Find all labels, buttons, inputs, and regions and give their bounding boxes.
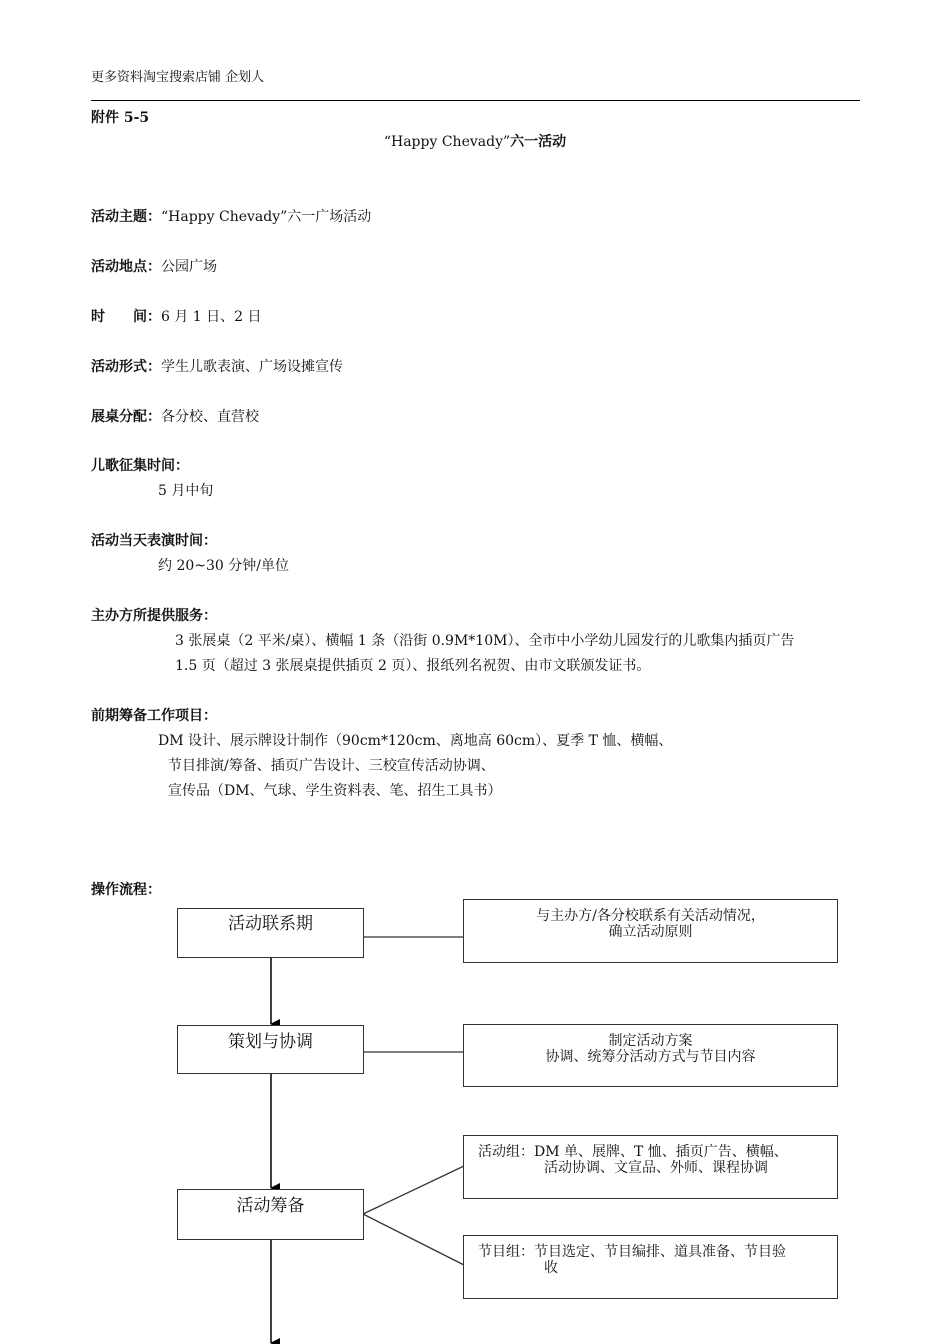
note-line: 活动协调、文宣品、外师、课程协调 xyxy=(544,1160,768,1176)
prep-line-3: 宣传品（DM、气球、学生资料表、笔、招生工具书） xyxy=(168,783,502,799)
title-bold: 六一活动 xyxy=(510,134,567,150)
services-heading: 主办方所提供服务： xyxy=(91,608,217,624)
flow-note-planning xyxy=(463,1024,838,1087)
field-value: 学生儿歌表演、广场设摊宣传 xyxy=(161,359,343,375)
perform-time-heading: 活动当天表演时间： xyxy=(91,533,217,549)
field-label: 活动主题： xyxy=(91,209,161,225)
note-line: 节目组：节目选定、节目编排、道具准备、节目验 xyxy=(478,1244,786,1260)
field-label: 活动地点： xyxy=(91,259,161,275)
note-line: 活动组：DM 单、展牌、T 恤、插页广告、横幅、 xyxy=(478,1144,788,1160)
note-line: 协调、统筹分活动方式与节目内容 xyxy=(545,1049,756,1065)
services-line-1: 3 张展桌（2 平米/桌）、横幅 1 条（沿街 0.9M*10M）、全市中小学幼儿园发行的儿歌集内插页广告 xyxy=(175,633,795,649)
field-label: 时 间： xyxy=(91,309,161,325)
flow-step-label: 活动联系期 xyxy=(228,914,313,934)
flow-step-planning xyxy=(177,1025,364,1074)
connector-step3-note-a xyxy=(363,1166,464,1214)
collect-time-text: 5 月中旬 xyxy=(158,483,214,499)
flow-step-contact xyxy=(177,908,364,958)
flow-heading: 操作流程： xyxy=(91,882,161,898)
field-value: “Happy Chevady”六一广场活动 xyxy=(161,209,372,225)
field-value: 公园广场 xyxy=(161,259,217,275)
field-value: 6 月 1 日、2 日 xyxy=(161,309,262,325)
flow-note-program-group xyxy=(463,1235,838,1299)
note-line: 制定活动方案 xyxy=(608,1033,693,1049)
perform-time-text: 约 20~30 分钟/单位 xyxy=(158,558,289,574)
flow-note-activity-group xyxy=(463,1135,838,1199)
flow-step-preparation xyxy=(177,1189,364,1240)
flow-note-contact xyxy=(463,899,838,963)
prep-line-1: DM 设计、展示牌设计制作（90cm*120cm、离地高 60cm）、夏季 T 恤、横幅、 xyxy=(158,733,673,749)
note-line: 与主办方/各分校联系有关活动情况， xyxy=(536,908,765,924)
flow-step-label: 策划与协调 xyxy=(228,1032,313,1052)
note-line: 收 xyxy=(544,1260,558,1276)
field-label: 活动形式： xyxy=(91,359,161,375)
note-line: 确立活动原则 xyxy=(608,924,693,940)
services-line-2: 1.5 页（超过 3 张展桌提供插页 2 页）、报纸列名祝贺、由市文联颁发证书。 xyxy=(175,658,651,674)
collect-time-heading: 儿歌征集时间： xyxy=(91,458,189,474)
page-header: 更多资料淘宝搜索店铺 企划人 xyxy=(91,70,265,85)
attachment-label: 附件 5-5 xyxy=(91,110,150,126)
flow-step-label: 活动筹备 xyxy=(236,1196,305,1216)
prep-line-2: 节目排演/筹备、插页广告设计、三校宣传活动协调、 xyxy=(168,758,495,774)
field-value: 各分校、直营校 xyxy=(161,409,259,425)
title-quoted: “Happy Chevady” xyxy=(383,134,511,150)
prep-heading: 前期筹备工作项目： xyxy=(91,708,217,724)
connector-step3-note-b xyxy=(363,1214,464,1265)
field-label: 展桌分配： xyxy=(91,409,161,425)
